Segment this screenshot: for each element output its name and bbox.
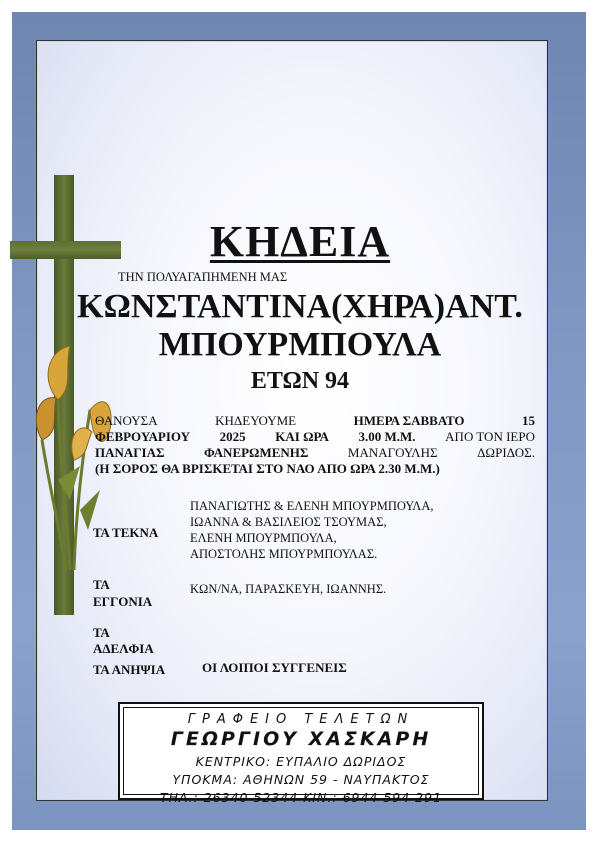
deceased-name: ΚΩΝΣΤΑΝΤΙΝΑ(ΧΗΡΑ)ΑΝΤ. [77, 288, 523, 325]
funeral-month: ΦΕΒΡΟΥΑΡΙΟΥ [95, 429, 191, 444]
list-item: ΠΑΝΑΓΙΩΤΗΣ & ΕΛΕΝΗ ΜΠΟΥΡΜΠΟΥΛΑ, [190, 499, 434, 513]
announcement-line-2 [95, 429, 535, 445]
church-name: ΠΑΝΑΓΙΑΣ [95, 445, 165, 460]
grandchildren-label-1: ΤΑ [93, 577, 110, 592]
page-title: ΚΗΔΕΙΑ [209, 217, 391, 266]
church-name: ΦΑΝΕΡΩΜΕΝΗΣ [204, 445, 309, 460]
funeral-office-box [118, 702, 484, 805]
grandchildren-list: ΚΩΝ/ΝΑ, ΠΑΡΑΣΚΕΥΗ, ΙΩΑΝΝΗΣ. [190, 582, 387, 596]
text: ΚΑΙ ΩΡΑ [275, 429, 329, 444]
children-label: ΤΑ ΤΕΚΝΑ [93, 525, 159, 540]
text: ΚΗΔΕΥΟΥΜΕ [215, 413, 297, 428]
office-main-address: ΚΕΝΤΡΙΚΟ: ΕΥΠΑΛΙΟ ΔΩΡΙΔΟΣ [195, 754, 407, 769]
church-region: ΔΩΡΙΔΟΣ. [477, 445, 535, 460]
nephews-label: ΤΑ ΑΝΗΨΙΑ [93, 662, 166, 677]
text: ΘΑΝΟΥΣΑ [95, 413, 158, 428]
funeral-day: ΗΜΕΡΑ ΣΑΒΒΑΤΟ [353, 413, 465, 428]
grandchildren-label-2: ΕΓΓΟΝΙΑ [93, 594, 153, 609]
funeral-office-inner [123, 707, 479, 805]
announcement-line-3 [95, 445, 535, 461]
siblings-label-1: ΤΑ [93, 625, 110, 640]
church-location: ΜΑΝΑΓΟΥΛΗΣ [347, 445, 438, 460]
subtitle: ΤΗΝ ΠΟΛΥΑΓΑΠΗΜΕΝΗ ΜΑΣ [118, 270, 288, 284]
office-branch-address: ΥΠΟΚΜΑ: ΑΘΗΝΩΝ 59 - ΝΑΥΠΑΚΤΟΣ [172, 772, 430, 787]
funeral-time: 3.00 Μ.Μ. [358, 429, 416, 444]
list-item: ΙΩΑΝΝΑ & ΒΑΣΙΛΕΙΟΣ ΤΣΟΥΜΑΣ, [190, 515, 387, 529]
deceased-surname: ΜΠΟΥΡΜΠΟΥΛΑ [158, 326, 442, 363]
relatives-text: ΟΙ ΛΟΙΠΟΙ ΣΥΓΓΕΝΕΙΣ [202, 660, 347, 675]
funeral-year: 2025 [219, 429, 246, 444]
funeral-announcement [95, 413, 535, 477]
siblings-label-2: ΑΔΕΛΦΙΑ [93, 641, 154, 656]
text: ΑΠΟ ΤΟΝ ΙΕΡΟ [445, 429, 535, 444]
list-item: ΕΛΕΝΗ ΜΠΟΥΡΜΠΟΥΛΑ, [190, 531, 337, 545]
office-owner: ΓΕΩΡΓΙΟΥ ΧΑΣΚΑΡΗ [170, 728, 432, 750]
office-title: ΓΡΑΦΕΙΟ ΤΕΛΕΤΩΝ [187, 712, 415, 727]
announcement-line-1 [95, 413, 535, 429]
children-list [190, 498, 433, 562]
list-item: ΑΠΟΣΤΟΛΗΣ ΜΠΟΥΡΜΠΟΥΛΑΣ. [190, 547, 378, 561]
age: ΕΤΩΝ 94 [250, 368, 350, 394]
announcement-line-4: (Η ΣΟΡΟΣ ΘΑ ΒΡΙΣΚΕΤΑΙ ΣΤΟ ΝΑΟ ΑΠΟ ΩΡΑ 2.30 Μ.Μ.) [95, 461, 440, 476]
office-phones: ΤΗΛ.: 26340 52344 ΚΙΝ.: 6944 594 291 [159, 790, 443, 805]
funeral-date-day: 15 [522, 413, 535, 428]
